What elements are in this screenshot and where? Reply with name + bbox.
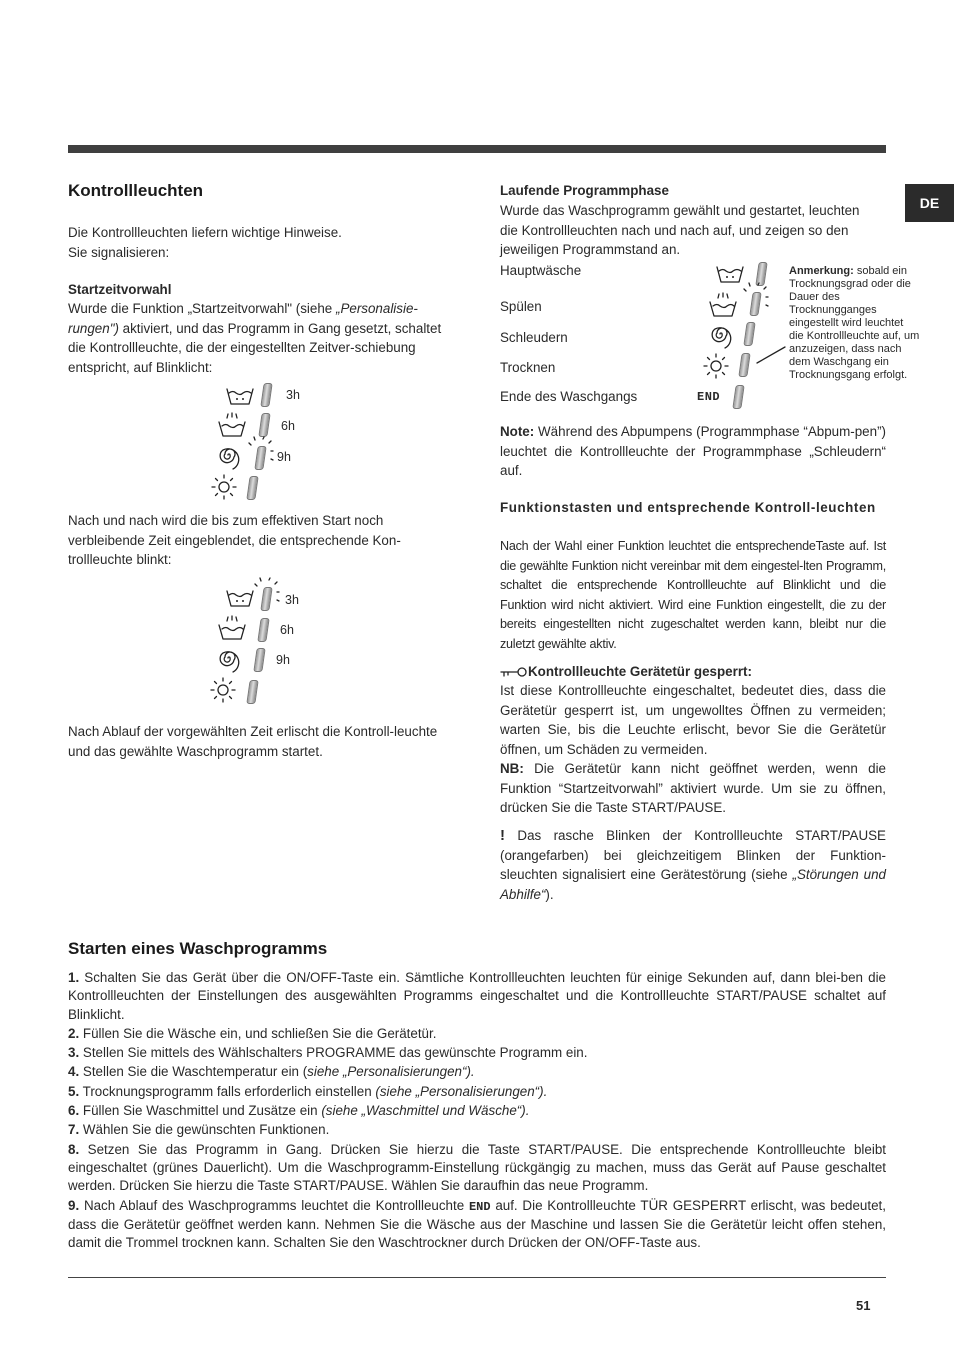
indicator-lamp: [738, 353, 750, 377]
dry-icon: [211, 474, 237, 500]
startzeit-paragraph-1: Wurde die Funktion „Startzeitvorwahl" (siehe „Personalisie-rungen") aktiviert, und das Programm in Gang gesetzt, schaltet die Kontrollleuchte, die der eingestellten Zeitver-schiebung entspricht, auf Blinklicht:: [68, 301, 442, 375]
indicator-lamp: [257, 618, 269, 642]
startzeit-paragraph-3: Nach Ablauf der vorgewählten Zeit erlischt die Kontroll-leuchte und das gewählte Waschprogramm startet.: [68, 724, 438, 759]
main-wash-icon: [716, 265, 744, 285]
intro-text: Die Kontrollleuchten liefern wichtige Hinweise. Sie signalisieren:: [68, 225, 342, 260]
rinse-icon: [218, 615, 246, 641]
end-label: END: [697, 390, 721, 404]
end-label-inline: END: [468, 1199, 491, 1214]
warning-icon: !: [500, 827, 505, 844]
funktion-paragraph: Nach der Wahl einer Funktion leuchtet die entsprechendeTaste auf. Ist die gewählte Funktion nicht vereinbar mit dem eingestel-lten Programm, schaltet die entsprechende Kontrollleuchte auf Blinklicht und die Funktion wird nicht aktiviert. Wird eine Funktion eingestellt, die zu der bereits eingestellten nicht zugeschaltet werden kann, bleibt nur die zuletzt gewählte aktiv.: [500, 539, 886, 651]
heading-starten: Starten eines Waschprogramms: [68, 939, 328, 958]
main-wash-icon: [226, 589, 254, 609]
tuer-heading-row: Kontrollleuchte Gerätetür gesperrt:: [500, 662, 752, 682]
blink-rays-icon: [744, 283, 770, 321]
subheading-laufende-programmphase: Laufende Programmphase: [500, 183, 669, 198]
startzeit-paragraph-2: Nach und nach wird die bis zum effektiven Start noch verbleibende Zeit eingeblendet, die entsprechende Kon-trollleuchte blinkt:: [68, 513, 401, 567]
step-6: 6. Füllen Sie Waschmittel und Zusätze ein (siehe „Waschmittel und Wäsche“).: [68, 1103, 530, 1119]
step-1: 1. Schalten Sie das Gerät über die ON/OFF-Taste ein. Sämtliche Kontrollleuchten leuchten für einige Sekunden auf, dann blei-ben die Kontrollleuchten der Einstellungen des ausgewählten Programms eingeschaltet und die Kontrollleuchte START/PAUSE schaltet auf Blinklicht.: [68, 970, 886, 1022]
step-3: 3. Stellen Sie mittels des Wählschalters PROGRAMME das gewünschte Programm ein.: [68, 1045, 588, 1061]
indicator-lamp: [732, 385, 744, 409]
rinse-icon: [218, 412, 246, 438]
nb-paragraph: NB: Die Gerätetür kann nicht geöffnet werden, wenn die Funktion “Startzeitvorwahl” aktiviert wurde. Um sie zu öffnen, drücken Sie die Taste START/PAUSE.: [500, 761, 886, 815]
top-rule: [68, 145, 886, 153]
spin-icon: [217, 646, 241, 670]
phase-paragraph: Wurde das Waschprogramm gewählt und gestartet, leuchten die Kontrollleuchten nach und nach auf, und zeigen so den jeweiligen Programmstand an.: [500, 203, 860, 257]
step-4: 4. Stellen Sie die Waschtemperatur ein (siehe „Personalisierungen“).: [68, 1064, 475, 1080]
key-lock-icon: [500, 666, 528, 678]
spin-icon: [709, 322, 733, 346]
main-wash-icon: [226, 387, 254, 407]
dry-icon: [210, 677, 236, 703]
indicator-lamp: [246, 476, 258, 500]
time-6h: 6h: [281, 419, 295, 433]
spin-icon: [217, 443, 241, 467]
language-tab: DE: [905, 184, 954, 222]
indicator-lamp: [253, 648, 265, 672]
phase-label-schleudern: Schleudern: [500, 330, 568, 345]
blink-rays-icon: [249, 437, 273, 473]
rinse-icon: [709, 292, 737, 318]
step-9: 9. Nach Ablauf des Waschprogramms leuchtet die Kontrollleuchte END auf. Die Kontrollleuchte TÜR GESPERRT erlischt, was bedeutet, dass die Gerätetür geöffnet werden kann. Nehmen Sie die Wäsche aus der Maschine und lassen Sie die Gerätetür leicht offen stehen, damit die Trommel trocknen kann. Schalten Sie den Waschtrockner durch Drücken der ON/OFF-Taste aus.: [68, 1197, 886, 1251]
start-steps-list: [68, 969, 886, 1253]
time-3h: 3h: [285, 593, 299, 607]
indicator-lamp: [743, 322, 755, 346]
warning-paragraph: ! Das rasche Blinken der Kontrollleuchte START/PAUSE (orangefarben) bei gleichzeitigem Blinken der Funktion-sleuchten signalisiert eine Gerätestörung (siehe „Störungen und Abhilfe“).: [500, 827, 886, 902]
phase-label-trocknen: Trocknen: [500, 360, 556, 375]
phase-label-hauptwaesche: Hauptwäsche: [500, 263, 582, 278]
dry-icon: [703, 353, 729, 379]
subheading-startzeitvorwahl: Startzeitvorwahl: [68, 282, 172, 297]
time-9h: 9h: [276, 653, 290, 667]
bottom-rule: [68, 1277, 886, 1278]
page-number: 51: [856, 1298, 871, 1313]
heading-kontrollleuchten: Kontrollleuchten: [68, 181, 204, 200]
blink-rays-icon: [255, 578, 281, 616]
note-paragraph: Note: Während des Abpumpens (Programmphase “Abpum-pen”) leuchtet die Kontrollleuchte der Programmphase „Schleudern“ auf.: [500, 424, 886, 478]
step-8: 8. Setzen Sie das Programm in Gang. Drücken Sie hierzu die Taste START/PAUSE. Die entsprechende Kontrollleuchte bleibt eingeschaltet (grünes Dauerlicht). Um die Waschprogramm-Einstellung rückgängig zu machen, muss das Gerät auf Pause geschaltet werden. Drücken Sie hierzu die Taste START/PAUSE. Wählen Sie daraufhin das neue Programm.: [68, 1141, 886, 1194]
phase-label-spuelen: Spülen: [500, 299, 542, 314]
time-9h: 9h: [277, 450, 291, 464]
anmerkung-note: Anmerkung: sobald ein Trocknungsgrad oder die Dauer des Trocknungganges eingestellt wird leuchtet die Kontrollleuchte auf, um anzuzeigen, dass nach dem Waschgang ein Trocknungsgang erfolgt.: [789, 265, 920, 381]
tuer-paragraph: Ist diese Kontrollleuchte eingeschaltet, bedeutet dies, dass die Gerätetür gesperrt ist, um ungewolltes Öffnen zu vermeiden; warten Sie, bis die Leuchte erlischt, bevor Sie die Gerätetür öffnen, um Schäden zu vermeiden.: [500, 683, 886, 757]
time-6h: 6h: [280, 623, 294, 637]
indicator-lamp: [258, 413, 270, 437]
step-2: 2. Füllen Sie die Wäsche ein, und schließen Sie die Gerätetür.: [68, 1025, 437, 1041]
step-7: 7. Wählen Sie die gewünschten Funktionen.: [68, 1122, 330, 1138]
indicator-lamp: [246, 680, 258, 704]
subheading-funktionstasten: Funktionstasten und entsprechende Kontroll-leuchten: [500, 500, 876, 515]
step-5: 5. Trocknungsprogramm falls erforderlich einstellen (siehe „Personalisierungen“).: [68, 1083, 548, 1099]
time-3h: 3h: [286, 388, 300, 402]
indicator-lamp: [260, 383, 272, 407]
callout-line: [756, 345, 786, 365]
phase-label-ende: Ende des Waschgangs: [500, 389, 638, 404]
